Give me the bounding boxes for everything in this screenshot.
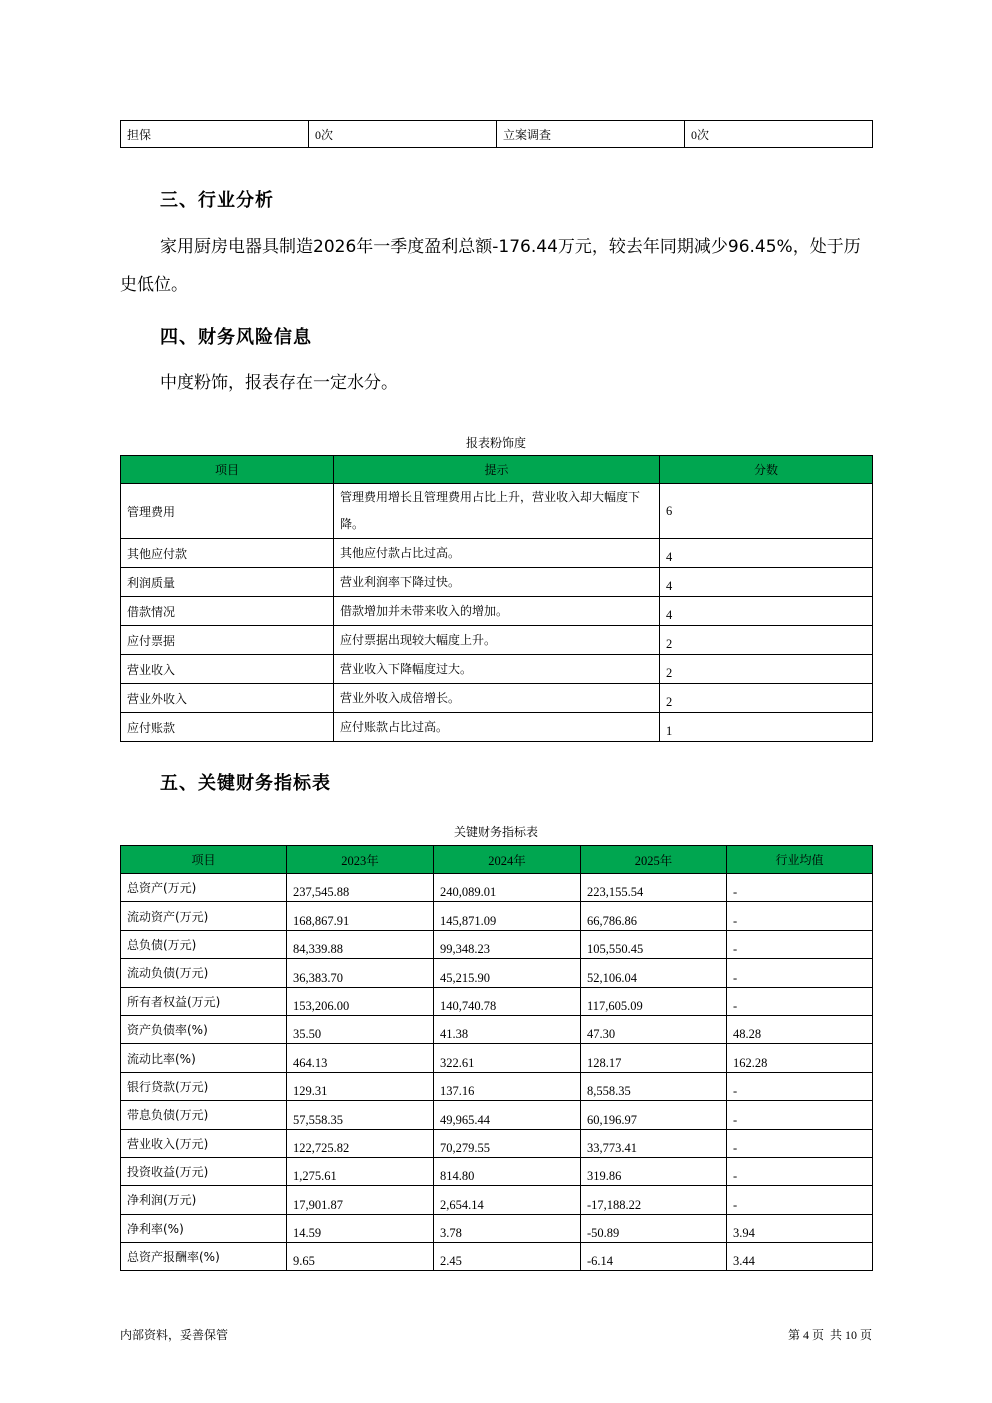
indicator-value-cell: 45,215.90: [434, 959, 581, 987]
indicator-value-cell: 140,740.78: [434, 987, 581, 1015]
indicator-name-cell: 流动比率(%): [121, 1044, 287, 1072]
table-header-row: [121, 846, 873, 874]
risk-hint-cell: 管理费用增长且管理费用占比上升，营业收入却大幅度下降。: [334, 484, 660, 539]
indicator-name-cell: 带息负债(万元): [121, 1101, 287, 1129]
risk-hint-cell: 其他应付款占比过高。: [334, 539, 660, 568]
table-row: [121, 484, 873, 539]
table-header-row: [121, 456, 873, 484]
industry-paragraph-line1: 家用厨房电器具制造2026年一季度盈利总额-176.44万元，较去年同期减少96.45%，处于历: [160, 237, 861, 257]
indicator-value-cell: 66,786.86: [581, 902, 727, 930]
indicator-value-cell: -: [727, 1157, 873, 1185]
risk-hint-cell: 营业外收入成倍增长。: [334, 684, 660, 713]
risk-item-cell: 营业收入: [121, 655, 334, 684]
table-row: [121, 1243, 873, 1271]
risk-score-cell: 2: [660, 655, 873, 684]
risk-item-cell: 应付账款: [121, 713, 334, 742]
risk-item-cell: 营业外收入: [121, 684, 334, 713]
column-header: 项目: [121, 456, 334, 484]
indicator-name-cell: 总资产报酬率(%): [121, 1243, 287, 1271]
indicator-value-cell: 128.17: [581, 1044, 727, 1072]
table-row: [121, 1015, 873, 1043]
table-row: [121, 655, 873, 684]
table-row: [121, 626, 873, 655]
column-header: 行业均值: [727, 846, 873, 874]
indicator-value-cell: 223,155.54: [581, 874, 727, 902]
risk-item-cell: 应付票据: [121, 626, 334, 655]
indicator-value-cell: 52,106.04: [581, 959, 727, 987]
table-row: [121, 874, 873, 902]
indicator-value-cell: 3.78: [434, 1214, 581, 1242]
table-row: [121, 987, 873, 1015]
indicator-name-cell: 所有者权益(万元): [121, 987, 287, 1015]
table-cell: 担保: [121, 121, 309, 148]
risk-table: [120, 455, 873, 742]
indicator-value-cell: 57,558.35: [287, 1101, 434, 1129]
table-row: [121, 1101, 873, 1129]
table-row: [121, 684, 873, 713]
indicator-value-cell: 49,965.44: [434, 1101, 581, 1129]
indicators-table: [120, 845, 873, 1271]
indicator-value-cell: 137.16: [434, 1072, 581, 1100]
indicator-value-cell: 33,773.41: [581, 1129, 727, 1157]
table-row: [121, 902, 873, 930]
section-heading-industry: 三、行业分析: [160, 190, 274, 211]
column-header: 分数: [660, 456, 873, 484]
indicator-name-cell: 总负债(万元): [121, 930, 287, 958]
indicator-value-cell: 8,558.35: [581, 1072, 727, 1100]
industry-paragraph-line2: 史低位。: [120, 275, 188, 295]
indicator-value-cell: -: [727, 1101, 873, 1129]
indicator-name-cell: 净利润(万元): [121, 1186, 287, 1214]
guarantee-investigation-table: [120, 120, 873, 148]
indicator-value-cell: -: [727, 1072, 873, 1100]
indicator-value-cell: 319.86: [581, 1157, 727, 1185]
section-heading-risk: 四、财务风险信息: [160, 327, 312, 348]
indicator-value-cell: 14.59: [287, 1214, 434, 1242]
column-header: 2025年: [581, 846, 727, 874]
indicator-value-cell: 162.28: [727, 1044, 873, 1072]
indicator-value-cell: 3.94: [727, 1214, 873, 1242]
indicator-value-cell: 105,550.45: [581, 930, 727, 958]
risk-score-cell: 2: [660, 626, 873, 655]
risk-paragraph: 中度粉饰，报表存在一定水分。: [160, 373, 398, 393]
risk-item-cell: 其他应付款: [121, 539, 334, 568]
footer-page-number: 第 4 页 共 10 页: [787, 1328, 872, 1342]
indicator-name-cell: 净利率(%): [121, 1214, 287, 1242]
indicator-value-cell: 145,871.09: [434, 902, 581, 930]
indicator-value-cell: 129.31: [287, 1072, 434, 1100]
indicator-value-cell: -17,188.22: [581, 1186, 727, 1214]
indicator-value-cell: 17,901.87: [287, 1186, 434, 1214]
risk-hint-cell: 应付账款占比过高。: [334, 713, 660, 742]
risk-score-cell: 4: [660, 539, 873, 568]
indicator-value-cell: 153,206.00: [287, 987, 434, 1015]
table-row: [121, 1044, 873, 1072]
indicator-value-cell: 2,654.14: [434, 1186, 581, 1214]
section-heading-indicators: 五、关键财务指标表: [160, 773, 331, 794]
column-header: 项目: [121, 846, 287, 874]
indicator-value-cell: 814.80: [434, 1157, 581, 1185]
risk-item-cell: 借款情况: [121, 597, 334, 626]
table-row: [121, 568, 873, 597]
indicator-value-cell: 122,725.82: [287, 1129, 434, 1157]
indicator-value-cell: 48.28: [727, 1015, 873, 1043]
table-cell: 立案调查: [497, 121, 685, 148]
indicator-value-cell: -: [727, 930, 873, 958]
indicator-value-cell: 35.50: [287, 1015, 434, 1043]
table-row: [121, 713, 873, 742]
indicator-value-cell: 117,605.09: [581, 987, 727, 1015]
indicator-value-cell: 2.45: [434, 1243, 581, 1271]
risk-score-cell: 6: [660, 484, 873, 539]
column-header: 2024年: [434, 846, 581, 874]
indicator-value-cell: 84,339.88: [287, 930, 434, 958]
indicator-value-cell: 99,348.23: [434, 930, 581, 958]
indicator-name-cell: 投资收益(万元): [121, 1157, 287, 1185]
risk-score-cell: 4: [660, 568, 873, 597]
indicator-name-cell: 银行贷款(万元): [121, 1072, 287, 1100]
column-header: 提示: [334, 456, 660, 484]
table-row: [121, 1214, 873, 1242]
indicator-value-cell: -6.14: [581, 1243, 727, 1271]
indicator-value-cell: 36,383.70: [287, 959, 434, 987]
indicator-name-cell: 营业收入(万元): [121, 1129, 287, 1157]
table-row: [121, 121, 873, 148]
risk-item-cell: 利润质量: [121, 568, 334, 597]
table-row: [121, 930, 873, 958]
table-row: [121, 539, 873, 568]
risk-score-cell: 1: [660, 713, 873, 742]
indicator-value-cell: -: [727, 1186, 873, 1214]
indicator-value-cell: 322.61: [434, 1044, 581, 1072]
indicator-name-cell: 流动负债(万元): [121, 959, 287, 987]
risk-hint-cell: 应付票据出现较大幅度上升。: [334, 626, 660, 655]
table-cell: 0次: [685, 121, 873, 148]
indicator-value-cell: 9.65: [287, 1243, 434, 1271]
table-row: [121, 1157, 873, 1185]
table-row: [121, 1186, 873, 1214]
indicator-value-cell: 60,196.97: [581, 1101, 727, 1129]
table-row: [121, 959, 873, 987]
risk-score-cell: 2: [660, 684, 873, 713]
table-row: [121, 1129, 873, 1157]
indicator-value-cell: -: [727, 959, 873, 987]
column-header: 2023年: [287, 846, 434, 874]
indicator-name-cell: 资产负债率(%): [121, 1015, 287, 1043]
indicator-value-cell: 237,545.88: [287, 874, 434, 902]
indicator-value-cell: 1,275.61: [287, 1157, 434, 1185]
risk-score-cell: 4: [660, 597, 873, 626]
indicator-name-cell: 总资产(万元): [121, 874, 287, 902]
indicator-value-cell: -: [727, 987, 873, 1015]
risk-hint-cell: 营业利润率下降过快。: [334, 568, 660, 597]
indicator-value-cell: 240,089.01: [434, 874, 581, 902]
footer-confidential: 内部资料，妥善保管: [120, 1328, 229, 1342]
risk-hint-cell: 借款增加并未带来收入的增加。: [334, 597, 660, 626]
indicator-value-cell: -: [727, 874, 873, 902]
indicator-value-cell: -: [727, 902, 873, 930]
indicator-value-cell: 464.13: [287, 1044, 434, 1072]
indicator-value-cell: 3.44: [727, 1243, 873, 1271]
risk-table-caption: 报表粉饰度: [465, 436, 526, 450]
table-row: [121, 1072, 873, 1100]
indicators-table-caption: 关键财务指标表: [453, 825, 538, 839]
indicator-name-cell: 流动资产(万元): [121, 902, 287, 930]
risk-hint-cell: 营业收入下降幅度过大。: [334, 655, 660, 684]
indicator-value-cell: 168,867.91: [287, 902, 434, 930]
indicator-value-cell: 41.38: [434, 1015, 581, 1043]
table-cell: 0次: [309, 121, 497, 148]
risk-item-cell: 管理费用: [121, 484, 334, 539]
indicator-value-cell: -: [727, 1129, 873, 1157]
indicator-value-cell: 47.30: [581, 1015, 727, 1043]
indicator-value-cell: -50.89: [581, 1214, 727, 1242]
indicator-value-cell: 70,279.55: [434, 1129, 581, 1157]
table-row: [121, 597, 873, 626]
